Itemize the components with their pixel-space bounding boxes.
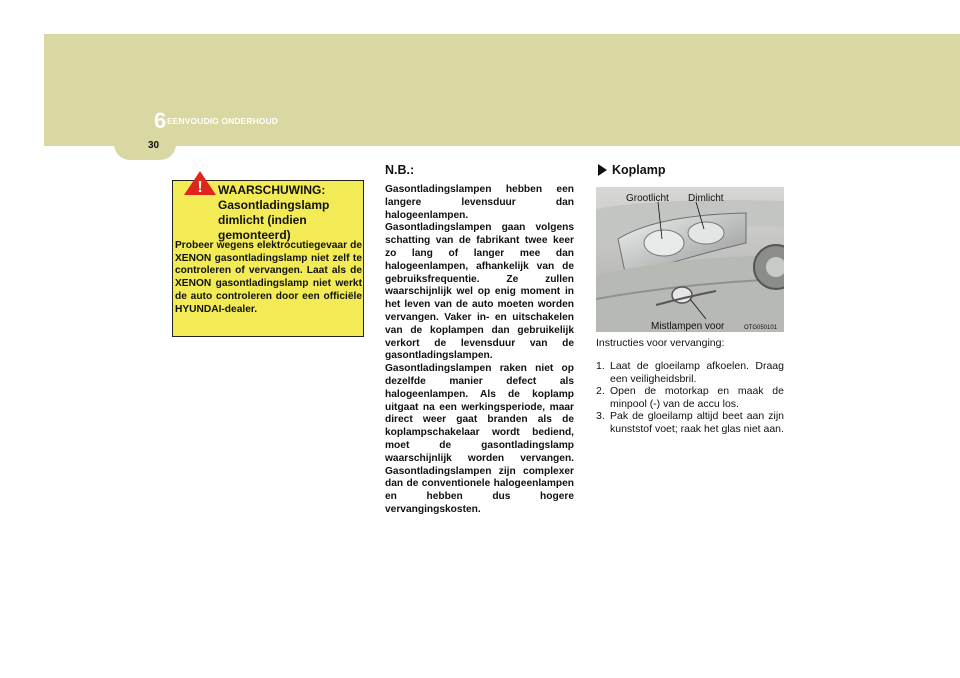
- step-number: 1.: [596, 360, 605, 372]
- label-mistlampen: Mistlampen voor: [651, 321, 725, 332]
- warning-title: WAARSCHUWING: Gasontladingslamp dimlicht (indien gemonteerd): [218, 183, 330, 242]
- chapter-title: EENVOUDIG ONDERHOUD: [167, 116, 278, 126]
- headlamp-photo: [596, 187, 784, 332]
- header-band: [44, 34, 960, 146]
- triangle-bullet-icon: [598, 164, 607, 176]
- step-text: Laat de gloeilamp afkoelen. Draag een veiligheidsbril.: [610, 360, 784, 385]
- figure-code: OTG050101: [744, 325, 778, 331]
- list-item: [596, 385, 784, 410]
- warning-icon-glyph: !: [197, 179, 203, 196]
- headlamp-figure: [596, 187, 784, 332]
- label-dimlicht: Dimlicht: [688, 193, 724, 204]
- chapter-number: 6: [154, 108, 167, 133]
- step-number: 3.: [596, 410, 605, 423]
- note-body: Gasontladingslampen hebben een langere levensduur dan halogeenlampen. Gasontladingslampen gaan volgens schatting van de fabrikant twee keer zo lang of langer mee dan halogeenlampen, afhankelijk van de gebruiksfrequentie. Ze zullen waarschijnlijk wel op enig moment in het leven van de auto moeten worden vervangen. Vaker in- en uitschakelen van de koplampen dan gebruikelijk verkort de levensduur van de gasontladingslampen. Gasontladingslampen raken niet op dezelfde manier defect als halogeenlampen. Als de koplamp uitgaat na een werkingsperiode, maar direct weer gaat branden als de koplampschakelaar wordt bediend, moet de gasontladingslamp waarschijnlijk worden vervangen. Gasontladingslampen zijn complexer dan de conventionele halogeenlampen en hebben dus hogere vervangingskosten.: [385, 184, 574, 515]
- step-text: Open de motorkap en maak de minpool (-) van de accu los.: [610, 385, 784, 410]
- koplamp-heading: [598, 163, 665, 177]
- warning-body: Probeer wegens elektrocutiegevaar de XENON gasontladingslamp niet zelf te controleren of vervangen. Laat als de XENON gasontladingslamp niet werkt de auto controleren door een officiële HYUNDAI-dealer.: [175, 240, 362, 315]
- page-number: 30: [148, 140, 160, 151]
- exclamation-triangle-icon: [183, 170, 217, 196]
- instruction-steps: [596, 360, 784, 436]
- koplamp-title: Koplamp: [612, 163, 666, 177]
- label-grootlicht: Grootlicht: [626, 193, 669, 204]
- list-item: [596, 360, 784, 385]
- list-item: [596, 410, 784, 435]
- note-title: N.B.:: [385, 163, 415, 177]
- instructions-intro: Instructies voor vervanging:: [596, 337, 725, 349]
- page-number-tab: [114, 130, 176, 160]
- step-number: 2.: [596, 385, 605, 398]
- step-text: Pak de gloeilamp altijd beet aan zijn kunststof voet; raak het glas niet aan.: [610, 410, 784, 435]
